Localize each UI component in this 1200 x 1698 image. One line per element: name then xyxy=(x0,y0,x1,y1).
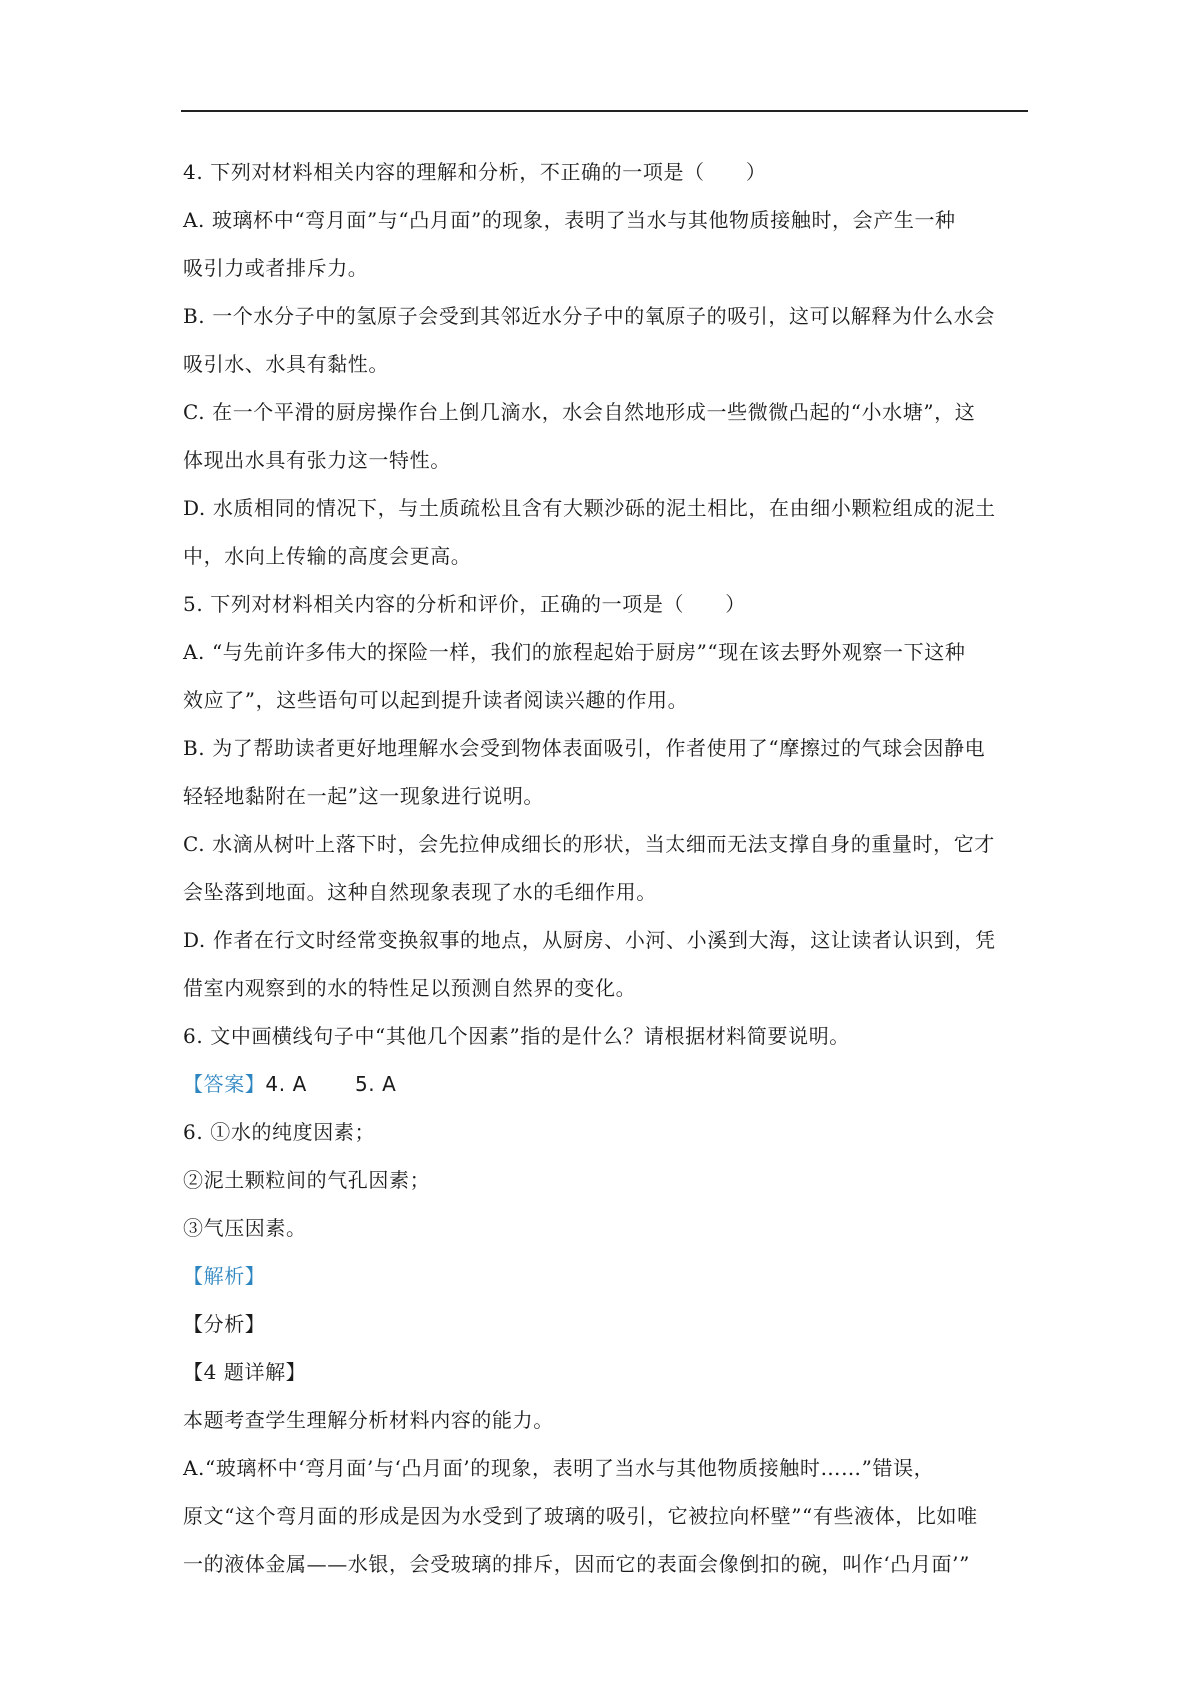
analysis-paragraph-4: 一的液体金属——水银，会受玻璃的排斥，因而它的表面会像倒扣的碗，叫作‘凸月面’” xyxy=(183,1552,970,1576)
q6-stem: 6. 文中画横线句子中“其他几个因素”指的是什么？请根据材料简要说明。 xyxy=(183,1024,850,1048)
analysis-fenxi: 【分析】 xyxy=(183,1312,266,1336)
q4-option-b-cont: 吸引水、水具有黏性。 xyxy=(183,352,389,376)
analysis-paragraph-1: 本题考查学生理解分析材料内容的能力。 xyxy=(183,1408,554,1432)
q4-option-d-cont: 中，水向上传输的高度会更高。 xyxy=(183,544,472,568)
q5-option-d-cont: 借室内观察到的水的特性足以预测自然界的变化。 xyxy=(183,976,637,1000)
answer-6-line-1: 6. ①水的纯度因素； xyxy=(183,1120,376,1144)
answer-tag: 【答案】 xyxy=(183,1072,266,1096)
q4-option-a-cont: 吸引力或者排斥力。 xyxy=(183,256,369,280)
q4-option-b: B. 一个水分子中的氢原子会受到其邻近水分子中的氧原子的吸引，这可以解释为什么水会 xyxy=(183,304,996,328)
q4-stem: 4. 下列对材料相关内容的理解和分析，不正确的一项是（ ） xyxy=(183,160,767,184)
analysis-paragraph-3: 原文“这个弯月面的形成是因为水受到了玻璃的吸引，它被拉向杯壁”“有些液体，比如唯 xyxy=(183,1504,978,1528)
q5-option-b-cont: 轻轻地黏附在一起”这一现象进行说明。 xyxy=(183,784,545,808)
answer-6-line-2: ②泥土颗粒间的气孔因素； xyxy=(183,1168,431,1192)
answer-line xyxy=(183,1060,1028,1108)
answer-6-line-3: ③气压因素。 xyxy=(183,1216,307,1240)
analysis-line xyxy=(183,1252,1028,1300)
q5-option-d: D. 作者在行文时经常变换叙事的地点，从厨房、小河、小溪到大海，这让读者认识到，凭 xyxy=(183,928,996,952)
q5-option-a: A. “与先前许多伟大的探险一样，我们的旅程起始于厨房”“现在该去野外观察一下这种 xyxy=(183,640,966,664)
detail-4-title: 【4 题详解】 xyxy=(183,1360,307,1384)
answer-4: 4. A xyxy=(265,1072,307,1096)
q5-option-c-cont: 会坠落到地面。这种自然现象表现了水的毛细作用。 xyxy=(183,880,657,904)
document-content xyxy=(183,148,1028,1588)
q5-option-a-cont: 效应了”，这些语句可以起到提升读者阅读兴趣的作用。 xyxy=(183,688,689,712)
q4-option-c: C. 在一个平滑的厨房操作台上倒几滴水，水会自然地形成一些微微凸起的“小水塘”，这 xyxy=(183,400,976,424)
analysis-paragraph-2: A.“玻璃杯中‘弯月面’与‘凸月面’的现象，表明了当水与其他物质接触时……”错误， xyxy=(183,1456,935,1480)
answer-5: 5. A xyxy=(354,1072,397,1096)
header-rule xyxy=(181,110,1028,112)
q5-option-b: B. 为了帮助读者更好地理解水会受到物体表面吸引，作者使用了“摩擦过的气球会因静电 xyxy=(183,736,986,760)
q5-stem: 5. 下列对材料相关内容的分析和评价，正确的一项是（ ） xyxy=(183,592,746,616)
q4-option-a: A. 玻璃杯中“弯月面”与“凸月面”的现象，表明了当水与其他物质接触时，会产生一种 xyxy=(183,208,956,232)
q4-option-c-cont: 体现出水具有张力这一特性。 xyxy=(183,448,451,472)
q5-option-c: C. 水滴从树叶上落下时，会先拉伸成细长的形状，当太细而无法支撑自身的重量时，它才 xyxy=(183,832,995,856)
analysis-tag: 【解析】 xyxy=(183,1264,266,1288)
q4-option-d: D. 水质相同的情况下，与土质疏松且含有大颗沙砾的泥土相比，在由细小颗粒组成的泥土 xyxy=(183,496,996,520)
